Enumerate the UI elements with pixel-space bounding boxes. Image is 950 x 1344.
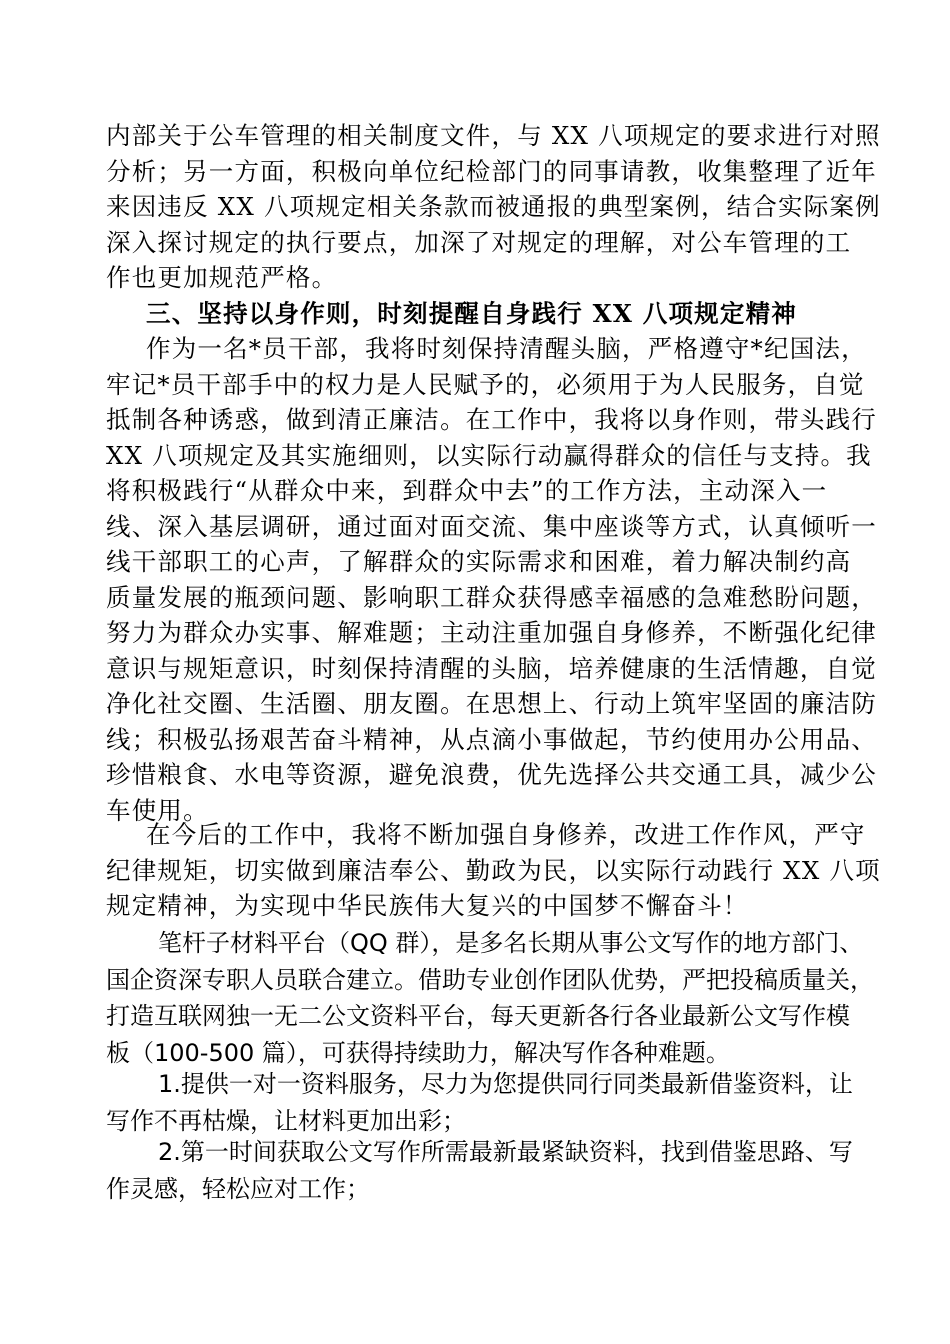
promo-list-item-1 xyxy=(106,1066,853,1139)
promo-list-item-2 xyxy=(106,1134,853,1207)
text-line: 来因违反 XX 八项规定相关条款而被通报的典型案例，结合实际案例 xyxy=(106,192,881,221)
text-line: XX 八项规定及其实施细则，以实际行动赢得群众的信任与支持。我 xyxy=(106,440,872,470)
text-line: 抵制各种诱惑，做到清正廉洁。在工作中，我将以身作则，带头践行 xyxy=(106,405,877,434)
text-line: 意识与规矩意识，时刻保持清醒的头脑，培养健康的生活情趣，自觉 xyxy=(106,653,877,683)
text-line: 质量发展的瓶颈问题、影响职工群众获得感幸福感的急难愁盼问题， xyxy=(106,582,877,612)
body-paragraph-section-3 xyxy=(106,331,877,828)
text-line: 珍惜粮食、水电等资源，避免浪费，优先选择公共交通工具，减少公 xyxy=(106,760,877,789)
text-line: 分析；另一方面，积极向单位纪检部门的同事请教，收集整理了近年 xyxy=(106,156,877,186)
text-line: 牢记*员干部手中的权力是人民赋予的，必须用于为人民服务，自觉 xyxy=(106,369,865,399)
text-line: 净化社交圈、生活圈、朋友圈。在思想上、行动上筑牢坚固的廉洁防 xyxy=(106,689,877,718)
text-line: 线、深入基层调研，通过面对面交流、集中座谈等方式，认真倾听一 xyxy=(106,511,877,541)
closing-paragraph xyxy=(106,817,881,924)
text-line: 2.第一时间获取公文写作所需最新最紧缺资料，找到借鉴思路、写 xyxy=(158,1138,853,1166)
text-line: 深入探讨规定的执行要点，加深了对规定的理解，对公车管理的工 xyxy=(106,227,852,257)
text-line: 将积极践行“从群众中来，到群众中去”的工作方法，主动深入一 xyxy=(106,476,828,505)
text-line: 内部关于公车管理的相关制度文件，与 XX 八项规定的要求进行对照 xyxy=(106,121,881,150)
text-line: 笔杆子材料平台（QQ 群），是多名长期从事公文写作的地方部门、 xyxy=(158,929,864,957)
section-heading-3 xyxy=(106,296,846,332)
text-line: 努力为群众办实事、解难题；主动注重加强自身修养，不断强化纪律 xyxy=(106,618,877,647)
text-line: 纪律规矩，切实做到廉洁奉公、勤政为民，以实际行动践行 XX 八项 xyxy=(106,855,881,885)
body-paragraph-continued xyxy=(106,118,881,296)
text-line: 1.提供一对一资料服务，尽力为您提供同行同类最新借鉴资料，让 xyxy=(158,1070,853,1098)
text-line: 国企资深专职人员联合建立。借助专业创作团队优势，严把投稿质量关， xyxy=(106,965,874,994)
text-line: 规定精神，为实现中华民族伟大复兴的中国梦不懈奋斗！ xyxy=(106,891,749,920)
section-heading-text: 三、坚持以身作则，时刻提醒自身践行 XX 八项规定精神 xyxy=(146,299,797,328)
text-line: 在今后的工作中，我将不断加强自身修养，改进工作作风，严守 xyxy=(146,820,866,849)
text-line: 车使用。 xyxy=(106,795,209,825)
text-line: 线干部职工的心声，了解群众的实际需求和困难，着力解决制约高 xyxy=(106,547,852,576)
text-line: 打造互联网独一无二公文资料平台，每天更新各行各业最新公文写作模 xyxy=(106,1002,850,1030)
text-line: 作也更加规范严格。 xyxy=(106,263,338,292)
promo-intro-paragraph xyxy=(106,925,874,1071)
text-line: 写作不再枯燥，让材料更加出彩； xyxy=(106,1106,466,1135)
text-line: 板（100-500 篇），可获得持续助力，解决写作各种难题。 xyxy=(106,1038,730,1067)
text-line: 作为一名*员干部，我将时刻保持清醒头脑，严格遵守*纪国法， xyxy=(146,334,867,363)
text-line: 线；积极弘扬艰苦奋斗精神，从点滴小事做起，节约使用办公用品、 xyxy=(106,724,877,754)
text-line: 作灵感，轻松应对工作； xyxy=(106,1174,370,1203)
